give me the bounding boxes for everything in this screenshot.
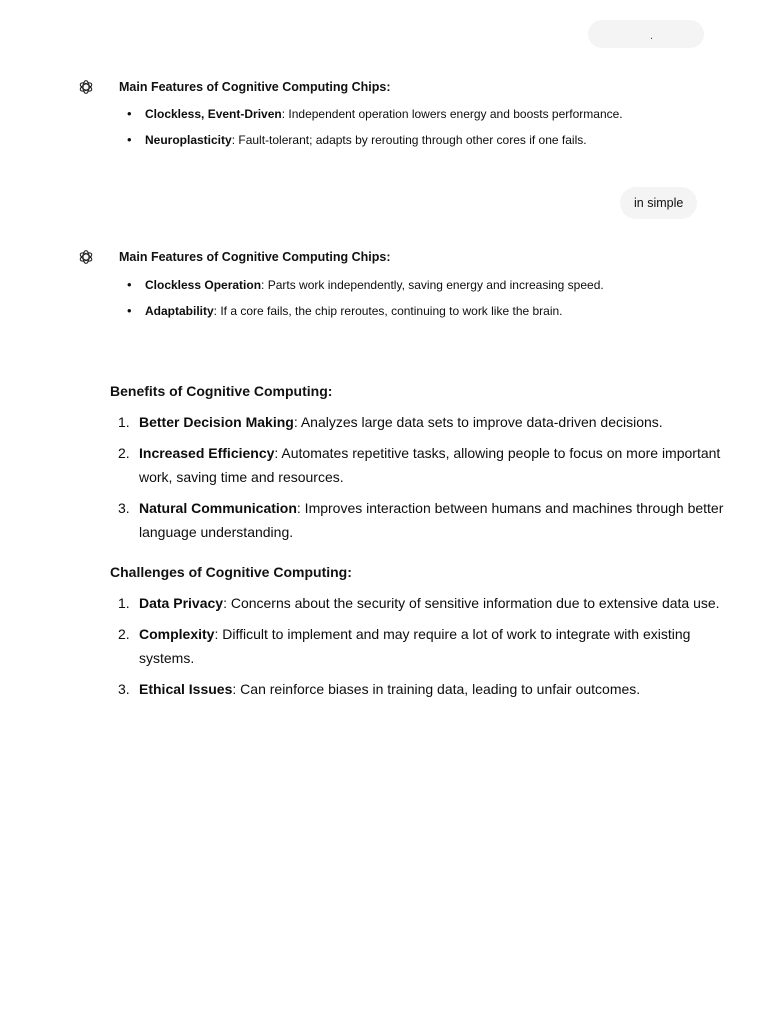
list-item [118, 496, 748, 544]
bullet-label: Clockless, Event-Driven [145, 107, 282, 121]
assistant-bullet-list [127, 106, 623, 158]
item-text: : Analyzes large data sets to improve data-driven decisions. [293, 414, 663, 430]
item-label: Data Privacy [139, 595, 224, 611]
list-item [118, 622, 748, 670]
list-item [118, 677, 748, 701]
chatgpt-logo-icon [77, 78, 95, 96]
benefits-list [118, 410, 748, 551]
challenges-list [118, 591, 748, 708]
list-item [118, 441, 748, 489]
bullet-item [127, 277, 604, 303]
bullet-label: Neuroplasticity [145, 133, 232, 147]
assistant-bullet-list [127, 277, 604, 329]
user-message-bubble [620, 187, 697, 219]
assistant-message-title: Main Features of Cognitive Computing Chips: [119, 250, 391, 264]
item-label: Better Decision Making [139, 414, 294, 430]
bullet-item [127, 303, 604, 329]
bullet-label: Adaptability [145, 304, 214, 318]
item-label: Natural Communication [139, 500, 297, 516]
item-text: : Improves interaction between humans and machines through better language understanding. [139, 500, 724, 540]
benefits-heading: Benefits of Cognitive Computing: [110, 383, 333, 399]
bullet-item [127, 132, 623, 158]
item-text: : Can reinforce biases in training data, leading to unfair outcomes. [232, 681, 641, 697]
item-number: 3. [118, 681, 130, 697]
item-number: 2. [118, 445, 130, 461]
item-number: 3. [118, 500, 130, 516]
user-message-fragment: . [650, 30, 654, 42]
bullet-label: Clockless Operation [145, 278, 262, 292]
item-text: : Difficult to implement and may require a lot of work to integrate with existing systems. [139, 626, 691, 666]
item-label: Ethical Issues [139, 681, 233, 697]
bullet-text: : Independent operation lowers energy and boosts performance. [281, 107, 623, 121]
item-label: Increased Efficiency [139, 445, 275, 461]
item-number: 2. [118, 626, 130, 642]
chatgpt-logo-icon [77, 248, 95, 266]
item-text: : Automates repetitive tasks, allowing people to focus on more important work, saving time and resources. [139, 445, 721, 485]
assistant-message-title: Main Features of Cognitive Computing Chips: [119, 80, 391, 94]
user-message-text: in simple [634, 196, 684, 210]
bullet-text: : Parts work independently, saving energy and increasing speed. [261, 278, 604, 292]
user-message-bubble-partial [588, 20, 704, 48]
bullet-text: : Fault-tolerant; adapts by rerouting through other cores if one fails. [231, 133, 587, 147]
list-item [118, 591, 748, 615]
item-label: Complexity [139, 626, 215, 642]
item-number: 1. [118, 595, 130, 611]
item-number: 1. [118, 414, 130, 430]
challenges-heading: Challenges of Cognitive Computing: [110, 564, 352, 580]
bullet-item [127, 106, 623, 132]
list-item [118, 410, 748, 434]
bullet-text: : If a core fails, the chip reroutes, continuing to work like the brain. [213, 304, 563, 318]
item-text: : Concerns about the security of sensitive information due to extensive data use. [223, 595, 720, 611]
